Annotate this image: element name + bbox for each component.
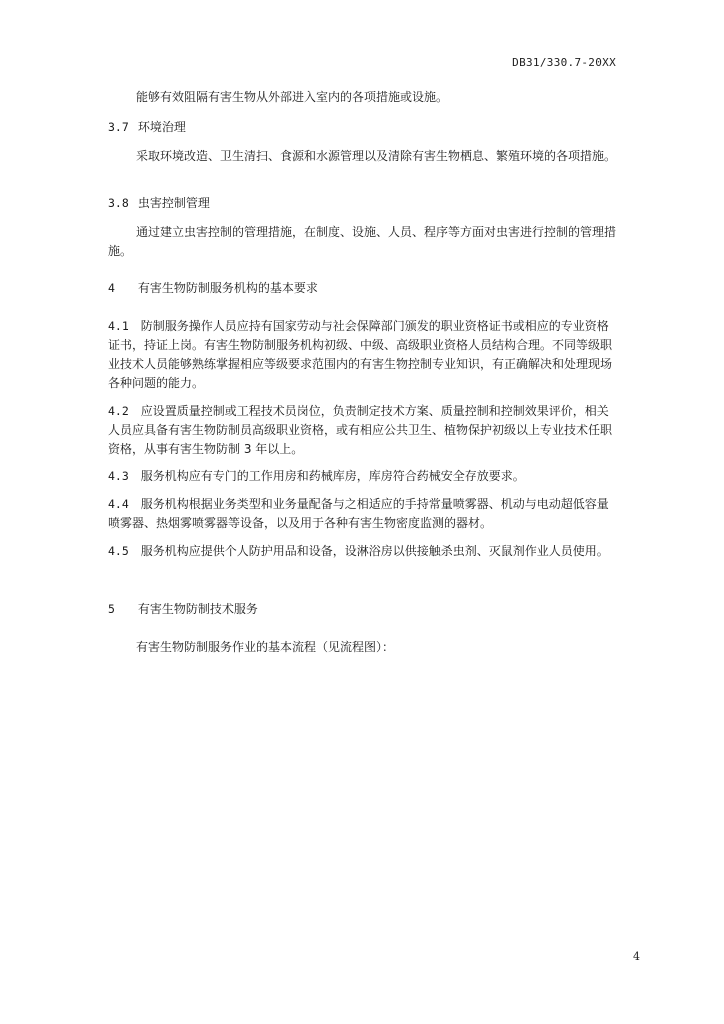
paragraph-3-7: 采取环境改造、卫生清扫、食源和水源管理以及清除有害生物栖息、繁殖环境的各项措施。 bbox=[136, 149, 617, 163]
heading-3-8-number: 3.8 bbox=[108, 196, 129, 210]
paragraph-4-4-number: 4.4 bbox=[108, 497, 129, 511]
heading-5-title: 有害生物防制技术服务 bbox=[137, 602, 258, 616]
paragraph-4-1-text: 防制服务操作人员应持有国家劳动与社会保障部门颁发的职业资格证书或相应的专业资格证书，持证上岗。有害生物防制服务机构初级、中级、高级职业资格人员结构合理。不同等级职业技术人员能够熟练掌握相应等级要求范围内的有害生物控制专业知识，有正确解决和处理现场各种问题的能力。 bbox=[108, 319, 613, 390]
heading-3-7-title: 环境治理 bbox=[137, 120, 186, 134]
heading-3-8 bbox=[108, 194, 618, 213]
paragraph-5: 有害生物防制服务作业的基本流程（见流程图）： bbox=[136, 640, 395, 654]
heading-5 bbox=[108, 600, 618, 619]
heading-4-title: 有害生物防制服务机构的基本要求 bbox=[137, 281, 318, 295]
heading-3-7 bbox=[108, 118, 618, 137]
page-number: 4 bbox=[633, 950, 640, 963]
heading-4 bbox=[108, 279, 618, 298]
paragraph-4-5-text: 服务机构应提供个人防护用品和设备，设淋浴房以供接触杀虫剂、灭鼠剂作业人员使用。 bbox=[140, 544, 609, 558]
paragraph-4-1 bbox=[108, 317, 618, 393]
heading-3-7-number: 3.7 bbox=[108, 120, 129, 134]
standard-code: DB31/330.7-20XX bbox=[512, 56, 616, 69]
paragraph-4-2-number: 4.2 bbox=[108, 404, 129, 418]
paragraph-4-4 bbox=[108, 495, 618, 533]
paragraph-4-1-number: 4.1 bbox=[108, 319, 129, 333]
paragraph-4-3 bbox=[108, 467, 618, 486]
heading-5-number: 5 bbox=[108, 602, 115, 616]
paragraph-barrier-definition: 能够有效阻隔有害生物从外部进入室内的各项措施或设施。 bbox=[136, 90, 449, 104]
paragraph-4-4-text: 服务机构根据业务类型和业务量配备与之相适应的手持常量喷雾器、机动与电动超低容量喷雾器、热烟雾喷雾器等设备，以及用于各种有害生物密度监测的器材。 bbox=[108, 497, 609, 530]
paragraph-4-3-text: 服务机构应有专门的工作用房和药械库房，库房符合药械安全存放要求。 bbox=[140, 469, 525, 483]
paragraph-4-5-number: 4.5 bbox=[108, 544, 129, 558]
paragraph-4-2 bbox=[108, 402, 618, 459]
heading-4-number: 4 bbox=[108, 281, 115, 295]
paragraph-3-8: 通过建立虫害控制的管理措施，在制度、设施、人员、程序等方面对虫害进行控制的管理措施。 bbox=[108, 225, 617, 258]
heading-3-8-title: 虫害控制管理 bbox=[137, 196, 210, 210]
paragraph-4-5 bbox=[108, 542, 618, 561]
paragraph-4-3-number: 4.3 bbox=[108, 469, 129, 483]
paragraph-4-2-text: 应设置质量控制或工程技术员岗位，负责制定技术方案、质量控制和控制效果评价，相关人员应具备有害生物防制员高级职业资格，或有相应公共卫生、植物保护初级以上专业技术任职资格，从事有害生物防制 3 年以上。 bbox=[108, 404, 613, 456]
